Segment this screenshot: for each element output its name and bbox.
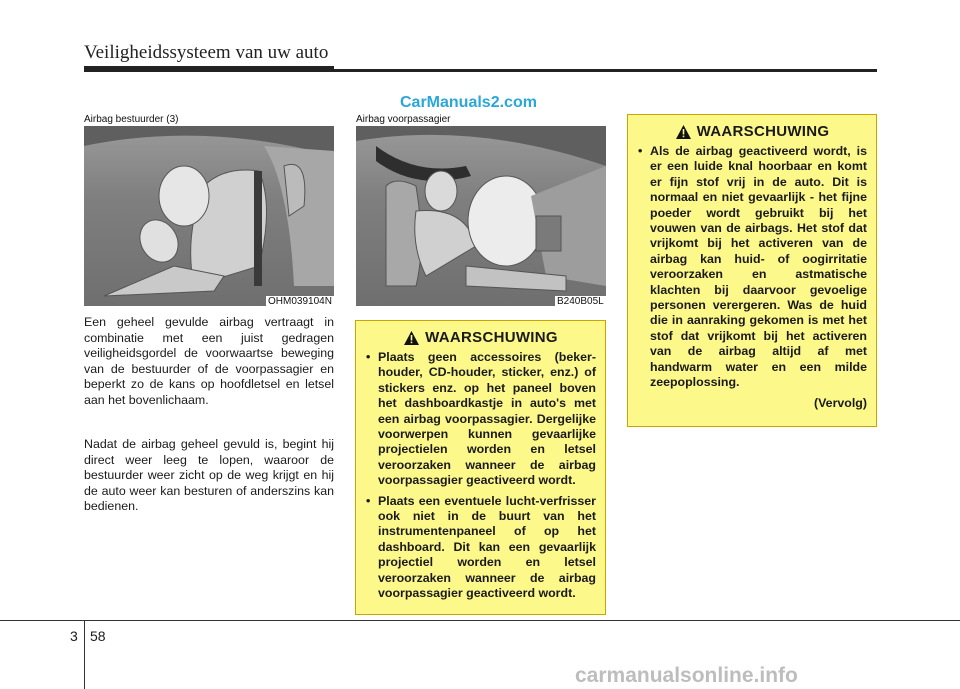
chapter-number: 3 — [70, 628, 78, 644]
watermark-link-top[interactable]: CarManuals2.com — [400, 94, 537, 111]
warning-title: WAARSCHUWING — [696, 123, 830, 140]
footer-rule-horizontal — [0, 620, 960, 621]
figure-caption-passenger: Airbag voorpassagier — [356, 114, 451, 125]
body-paragraph-1: Een geheel gevulde airbag vertraagt in combinatie met een juist gedragen veiligheidsgordel de voorwaartse beweging van de bestuurder of de voorpassagier en beperkt zo de kans op hoofdletsel en letsel aan het bovenlichaam. — [84, 315, 334, 407]
warning-item: • Plaats geen accessoires (beker-houder, CD-houder, sticker, enz.) of stickers enz. op het paneel boven het dashboardkastje in auto's met een airbag voorpassagier. Dergelijke voorwerpen kunnen gevaarlijke projectielen worden en letsel veroorzaken wanneer de airbag voorpassagier geactiveerd wordt. — [366, 350, 596, 489]
warning-header — [366, 329, 596, 346]
passenger-airbag-illustration — [356, 126, 606, 306]
figure-id-passenger: B240B05L — [557, 296, 604, 307]
warning-item: • Plaats een eventuele lucht-verfrisser ook niet in de buurt van het instrumentenpaneel of op het dashboard. Dit kan een gevaarlijk projectiel worden en letsel veroorzaken wanneer de airbag voorpassagier geactiveerd wordt. — [366, 494, 596, 602]
footer-rule-vertical — [84, 620, 85, 689]
figure-id-driver: OHM039104N — [268, 296, 332, 307]
body-paragraph-2: Nadat de airbag geheel gevuld is, begint hij direct weer leeg te lopen, waaroor de bestuurder weer zicht op de weg krijgt en hij de auto weer kan besturen of anderszins kan bedienen. — [84, 437, 334, 514]
page-header-title: Veiligheidssysteem van uw auto — [84, 42, 329, 63]
warning-triangle-icon — [676, 125, 691, 139]
driver-airbag-illustration — [84, 126, 334, 306]
figure-caption-driver: Airbag bestuurder (3) — [84, 114, 179, 125]
warning-header — [638, 123, 867, 140]
continued-label: (Vervolg) — [813, 395, 867, 410]
warning-triangle-icon — [404, 331, 419, 345]
figure-passenger-airbag — [356, 126, 606, 306]
warning-item: • Als de airbag geactiveerd wordt, is er een luide knal hoorbaar en komt er fijn stof vrij in de auto. Dit is normaal en niet gevaarlijk - het fijne poeder wordt gebruikt bij het vouwen van de airbags. Het stof dat vrijkomt bij het activeren van de airbag kan huid- of oogirritatie veroorzaken en astmatische klachten bij daarvoor gevoelige personen verergeren. Was de huid die in aanraking gekomen is met het stof dat vrijkomt bij het activeren van de airbag altijd af met handwarm water en een milde zeepoplossing. — [638, 144, 867, 391]
figure-driver-airbag — [84, 126, 334, 306]
page-number: 58 — [90, 628, 106, 644]
warning-box-dust — [627, 114, 877, 427]
watermark-link-bottom[interactable]: carmanualsonline.info — [575, 664, 798, 687]
header-rule — [84, 69, 877, 72]
warning-list — [638, 144, 867, 391]
warning-box-accessories — [355, 320, 606, 615]
warning-title: WAARSCHUWING — [425, 329, 558, 346]
warning-list — [366, 350, 596, 602]
